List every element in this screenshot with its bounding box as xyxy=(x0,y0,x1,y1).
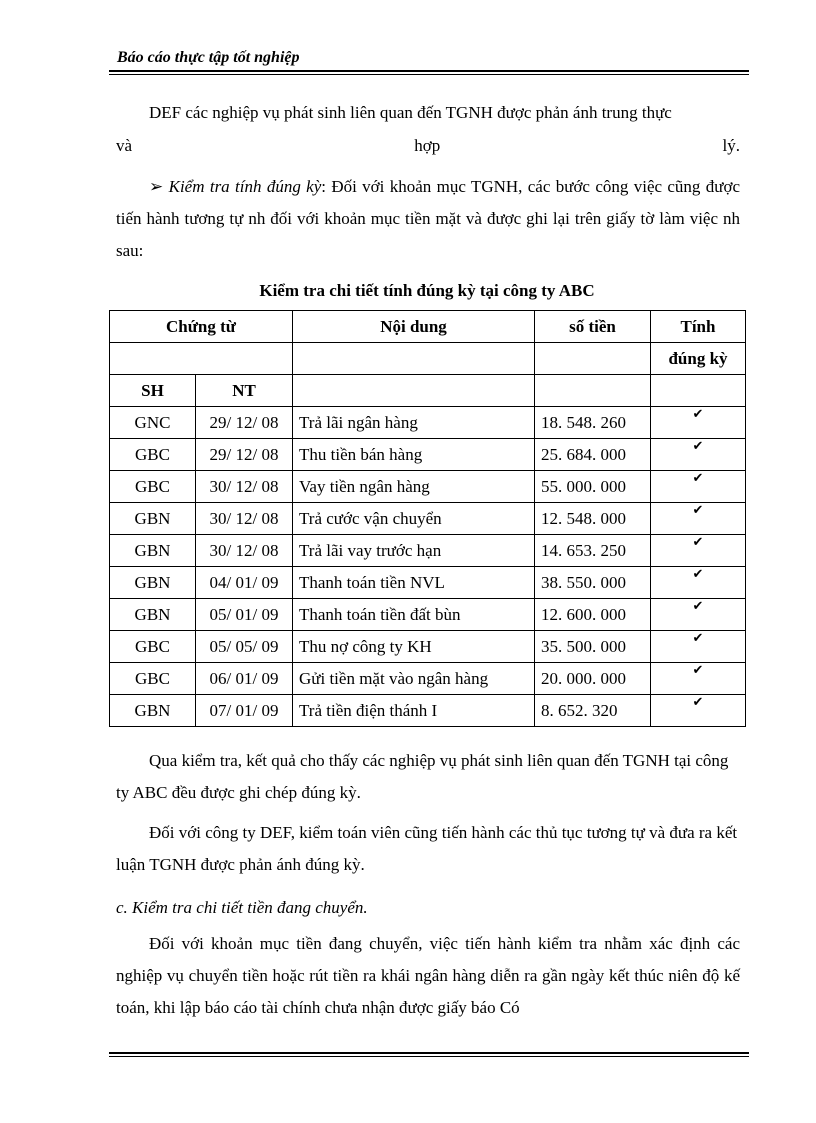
cell-sh: GBN xyxy=(110,567,196,599)
checkmark-icon: ✔ xyxy=(692,597,704,613)
intro-word: lý. xyxy=(722,136,740,155)
page-header-title: Báo cáo thực tập tốt nghiệp xyxy=(117,49,300,66)
check-table xyxy=(109,310,746,727)
cell-nt: 30/ 12/ 08 xyxy=(196,503,293,535)
header-empty-cell xyxy=(535,343,651,375)
cell-check xyxy=(651,503,746,535)
table-row xyxy=(110,471,746,503)
cell-amount: 8. 652. 320 xyxy=(535,695,651,727)
cell-check xyxy=(651,535,746,567)
cell-sh: GBN xyxy=(110,535,196,567)
header-check-line2: đúng kỳ xyxy=(651,343,746,375)
cell-check xyxy=(651,567,746,599)
conclusion-def: Đối với công ty DEF, kiểm toán viên cũng tiến hành các thủ tục tương tự và đưa ra kết luận TGNH được phản ánh đúng kỳ. xyxy=(116,823,738,874)
checkmark-icon: ✔ xyxy=(692,501,704,517)
cell-nt: 30/ 12/ 08 xyxy=(196,471,293,503)
cell-amount: 55. 000. 000 xyxy=(535,471,651,503)
cell-amount: 12. 548. 000 xyxy=(535,503,651,535)
table-header-row xyxy=(110,311,746,343)
header-amount: số tiền xyxy=(535,311,651,343)
header-nt: NT xyxy=(196,375,293,407)
cell-sh: GBN xyxy=(110,695,196,727)
cell-sh: GBC xyxy=(110,663,196,695)
cell-sh: GBC xyxy=(110,471,196,503)
header-empty-cell xyxy=(535,375,651,407)
cell-amount: 18. 548. 260 xyxy=(535,407,651,439)
section-paragraph xyxy=(116,171,740,267)
cell-content: Thu nợ công ty KH xyxy=(293,631,535,663)
cell-content: Trả lãi ngân hàng xyxy=(293,407,535,439)
cell-nt: 05/ 05/ 09 xyxy=(196,631,293,663)
header-check: Tính xyxy=(651,311,746,343)
cell-content: Vay tiền ngân hàng xyxy=(293,471,535,503)
footer-divider xyxy=(109,1052,749,1057)
header-divider xyxy=(109,70,749,75)
intro-line-2 xyxy=(116,130,740,162)
table-row xyxy=(110,567,746,599)
cell-check xyxy=(651,695,746,727)
table-row xyxy=(110,407,746,439)
checkmark-icon: ✔ xyxy=(692,565,704,581)
cell-sh: GNC xyxy=(110,407,196,439)
cell-sh: GBC xyxy=(110,439,196,471)
cell-content: Thu tiền bán hàng xyxy=(293,439,535,471)
cell-check xyxy=(651,471,746,503)
cell-amount: 12. 600. 000 xyxy=(535,599,651,631)
bullet-arrow-icon: ➢ xyxy=(149,177,164,196)
intro-line-1: DEF các nghiệp vụ phát sinh liên quan đến TGNH được phản ánh trung thực xyxy=(149,103,672,122)
cell-amount: 35. 500. 000 xyxy=(535,631,651,663)
table-row xyxy=(110,631,746,663)
section-text: : Đối với khoản mục TGNH, các bước công việc cũng được tiến hành tương tự nh đối với khoản mục tiền mặt và được ghi lại trên giấy tờ làm việc nh sau: xyxy=(116,177,741,260)
cell-amount: 38. 550. 000 xyxy=(535,567,651,599)
checkmark-icon: ✔ xyxy=(692,533,704,549)
table-row xyxy=(110,695,746,727)
table-title: Kiểm tra chi tiết tính đúng kỳ tại công ty ABC xyxy=(259,281,595,300)
cell-nt: 29/ 12/ 08 xyxy=(196,439,293,471)
cell-sh: GBC xyxy=(110,631,196,663)
cell-amount: 25. 684. 000 xyxy=(535,439,651,471)
table-header-row xyxy=(110,343,746,375)
cell-nt: 07/ 01/ 09 xyxy=(196,695,293,727)
checkmark-icon: ✔ xyxy=(692,405,704,421)
cell-check xyxy=(651,631,746,663)
cell-nt: 29/ 12/ 08 xyxy=(196,407,293,439)
checkmark-icon: ✔ xyxy=(692,693,704,709)
cell-content: Trả tiền điện thánh I xyxy=(293,695,535,727)
cell-check xyxy=(651,407,746,439)
cell-content: Gửi tiền mặt vào ngân hàng xyxy=(293,663,535,695)
cell-nt: 04/ 01/ 09 xyxy=(196,567,293,599)
cell-content: Thanh toán tiền NVL xyxy=(293,567,535,599)
cell-content: Trả cước vận chuyển xyxy=(293,503,535,535)
cell-nt: 05/ 01/ 09 xyxy=(196,599,293,631)
table-row xyxy=(110,503,746,535)
cell-nt: 06/ 01/ 09 xyxy=(196,663,293,695)
table-header-row xyxy=(110,375,746,407)
subsection-heading: c. Kiểm tra chi tiết tiền đang chuyển. xyxy=(116,898,368,917)
checkmark-icon: ✔ xyxy=(692,661,704,677)
checkmark-icon: ✔ xyxy=(692,469,704,485)
cell-content: Thanh toán tiền đất bùn xyxy=(293,599,535,631)
section-heading: Kiểm tra tính đúng kỳ xyxy=(168,177,322,196)
cell-sh: GBN xyxy=(110,599,196,631)
header-empty-cell xyxy=(110,343,293,375)
cell-check xyxy=(651,599,746,631)
cell-check xyxy=(651,439,746,471)
cell-nt: 30/ 12/ 08 xyxy=(196,535,293,567)
final-paragraph: Đối với khoản mục tiền đang chuyển, việc tiến hành kiểm tra nhằm xác định các nghiệp vụ chuyển tiền hoặc rút tiền ra khái ngân hàng diễn ra gần ngày kết thúc niên độ kế toán, khi lập báo cáo tài chính chưa nhận được giấy báo Có xyxy=(116,934,740,1017)
table-row xyxy=(110,535,746,567)
header-empty-cell xyxy=(651,375,746,407)
header-empty-cell xyxy=(293,375,535,407)
header-voucher: Chứng từ xyxy=(110,311,293,343)
header-sh: SH xyxy=(110,375,196,407)
intro-word: hợp xyxy=(414,136,441,155)
table-row xyxy=(110,599,746,631)
header-empty-cell xyxy=(293,343,535,375)
cell-amount: 14. 653. 250 xyxy=(535,535,651,567)
cell-content: Trả lãi vay trước hạn xyxy=(293,535,535,567)
cell-amount: 20. 000. 000 xyxy=(535,663,651,695)
table-row xyxy=(110,663,746,695)
checkmark-icon: ✔ xyxy=(692,629,704,645)
cell-sh: GBN xyxy=(110,503,196,535)
table-row xyxy=(110,439,746,471)
checkmark-icon: ✔ xyxy=(692,437,704,453)
header-content: Nội dung xyxy=(293,311,535,343)
conclusion-abc: Qua kiểm tra, kết quả cho thấy các nghiệp vụ phát sinh liên quan đến TGNH tại công ty ABC đều được ghi chép đúng kỳ. xyxy=(116,751,729,802)
intro-word: và xyxy=(116,136,133,155)
cell-check xyxy=(651,663,746,695)
